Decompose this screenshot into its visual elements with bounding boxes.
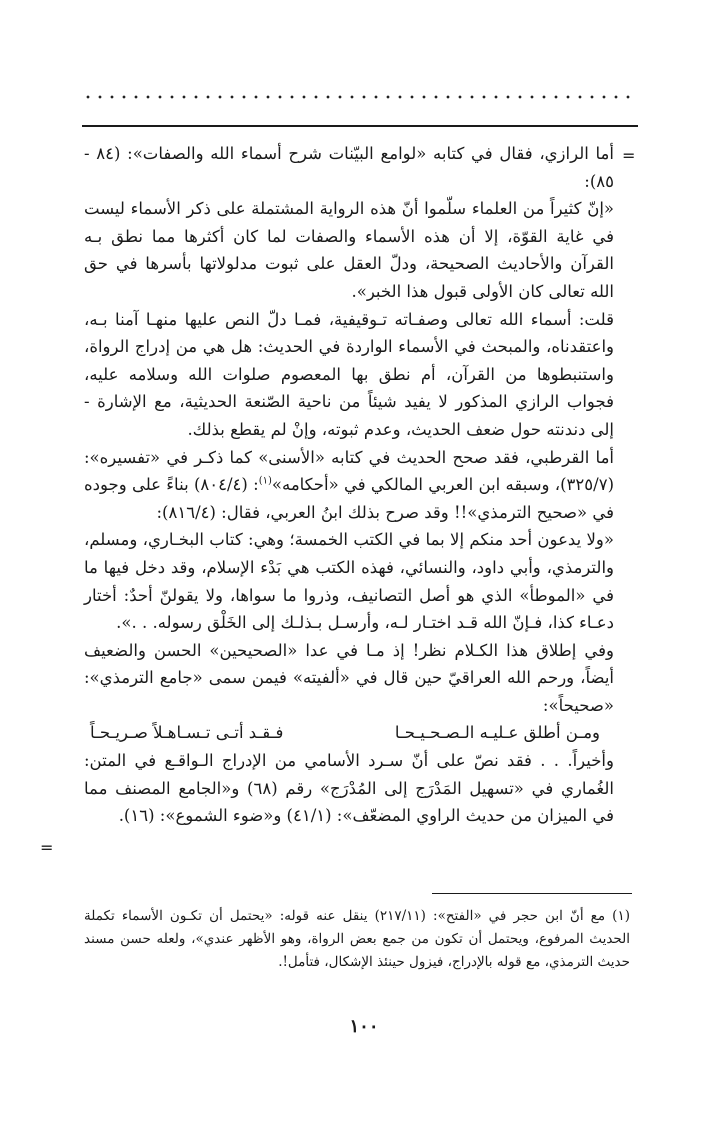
dotted-separator — [82, 92, 638, 102]
qurtubi-text-end: : (٨٠٤/٤) بناءً على وجوده في «صحيح الترمذي»!! وقد صرح بذلك ابنُ العربي، فقال: (٨١٦/٤): — [84, 475, 614, 522]
verse — [84, 719, 614, 747]
qurtubi-text-start: أما القرطبي، فقد صحح الحديث في كتابه «الأسنى» كما ذكـر في «تفسيره»: (٣٢٥/٧)، وسبقه ابن العربي المالكي في «أحكامه» — [84, 447, 614, 495]
main-text — [84, 140, 614, 830]
top-rule — [82, 125, 638, 127]
footnote-1: (١) مع أنّ ابن حجر في «الفتح»: (٢١٧/١١) ينقل عنه قوله: «يحتمل أن تكـون الأسماء تكملة الحديث المرفوع، ويحتمل أن تكون من جمع بعض الرواة، وهو الأظهر عندي»، ولعله حسن مسند حديث الترمذي، مع قوله بالإدراج، فيزول حينئذ الإشكال، فتأمل!. — [84, 908, 630, 970]
paragraph-final: وأخيراً. . . فقد نصّ على أنّ سـرد الأسامي من الإدراج الـواقـع في المتن: الغُماري في «تسهيل المَدْرَج إلى المُدْرَج» رقم (٦٨) و«الجامع المصنف مما في الميزان من حديث الراوي المضعّف»: (٤١/١) و«ضوء الشموع»: (١٦). — [84, 751, 614, 826]
footnote-rule — [432, 893, 632, 894]
paragraph-iraqi: وفي إطلاق هذا الكـلام نظر! إذ مـا في عدا «الصحيحين» الحسن والضعيف أيضاً، ورحم الله العراقيّ حين قال في «ألفيته» فيمن سمى «جامع الترمذي»: «صحيحاً»: — [84, 640, 614, 715]
quote-razi: «إنّ كثيراً من العلماء سلّموا أنّ هذه الرواية المشتملة على ذكر الأسماء ليست في غاية القوّة، إلا أن هذه الأسماء والصفات لما كان أكثرها مما نطق بـه القرآن والأحاديث الصحيحة، ودلّ العقل على ثبوت مدلولاتها بأسرها في حق الله تعالى كان الأولى قبول هذا الخبر». — [84, 199, 614, 301]
paragraph-commentary: قلت: أسماء الله تعالى وصفـاته تـوقيفية، فمـا دلّ النص عليها منهـا آمنا بـه، واعتقدناه، والمبحث في الأسماء الواردة في الحديث: هل هي من إدراج الرواة، واستنبطوها من القرآن، أم نطق بها المعصوم صلوات الله وسلامه عليه، فجواب الرازي المذكور لا يفيد شيئاً من ناحية الصّنعة الحديثية، مع الإشارة - إلى دندنته حول ضعف الحديث، وعدم ثبوته، وإنْ لم يقطع بذلك. — [84, 309, 614, 439]
footnotes — [84, 905, 630, 974]
quote-ibn-arabi: «ولا يدعون أحد منكم إلا بما في الكتب الخمسة؛ وهي: كتاب البخـاري، ومسلم، والترمذي، وأبي داود، والنسائي، فهذه الكتب هي بَدْء الإسلام، وقد دخل فيها ما في «الموطأ» الذي هو أصل التصانيف، وذروا ما سواها، ولا يقولنّ أحدٌ: أختار دعـاء كذا، فـإنّ الله قـد اختـار لـه، وأرسـل بـذلـك إلى الخَلْق رسوله. . .». — [84, 530, 614, 633]
paragraph-qurtubi — [84, 444, 614, 527]
margin-mark-top: = — [622, 146, 636, 165]
page-number: ١٠٠ — [349, 1016, 379, 1037]
footnote-ref: (١) — [258, 475, 272, 487]
verse-first-hemistich: ومـن أطلق عـليـه الـصـحـيـحـا — [394, 723, 600, 743]
margin-mark-bottom: = — [40, 838, 54, 857]
verse-second-hemistich: فـقـد أتـى تـسـاهـلاً صـريـحـاً — [90, 723, 284, 743]
paragraph-razi: أما الرازي، فقال في كتابه «لوامع البيّنات شرح أسماء الله والصفات»: (٨٤ - ٨٥): — [84, 144, 614, 191]
